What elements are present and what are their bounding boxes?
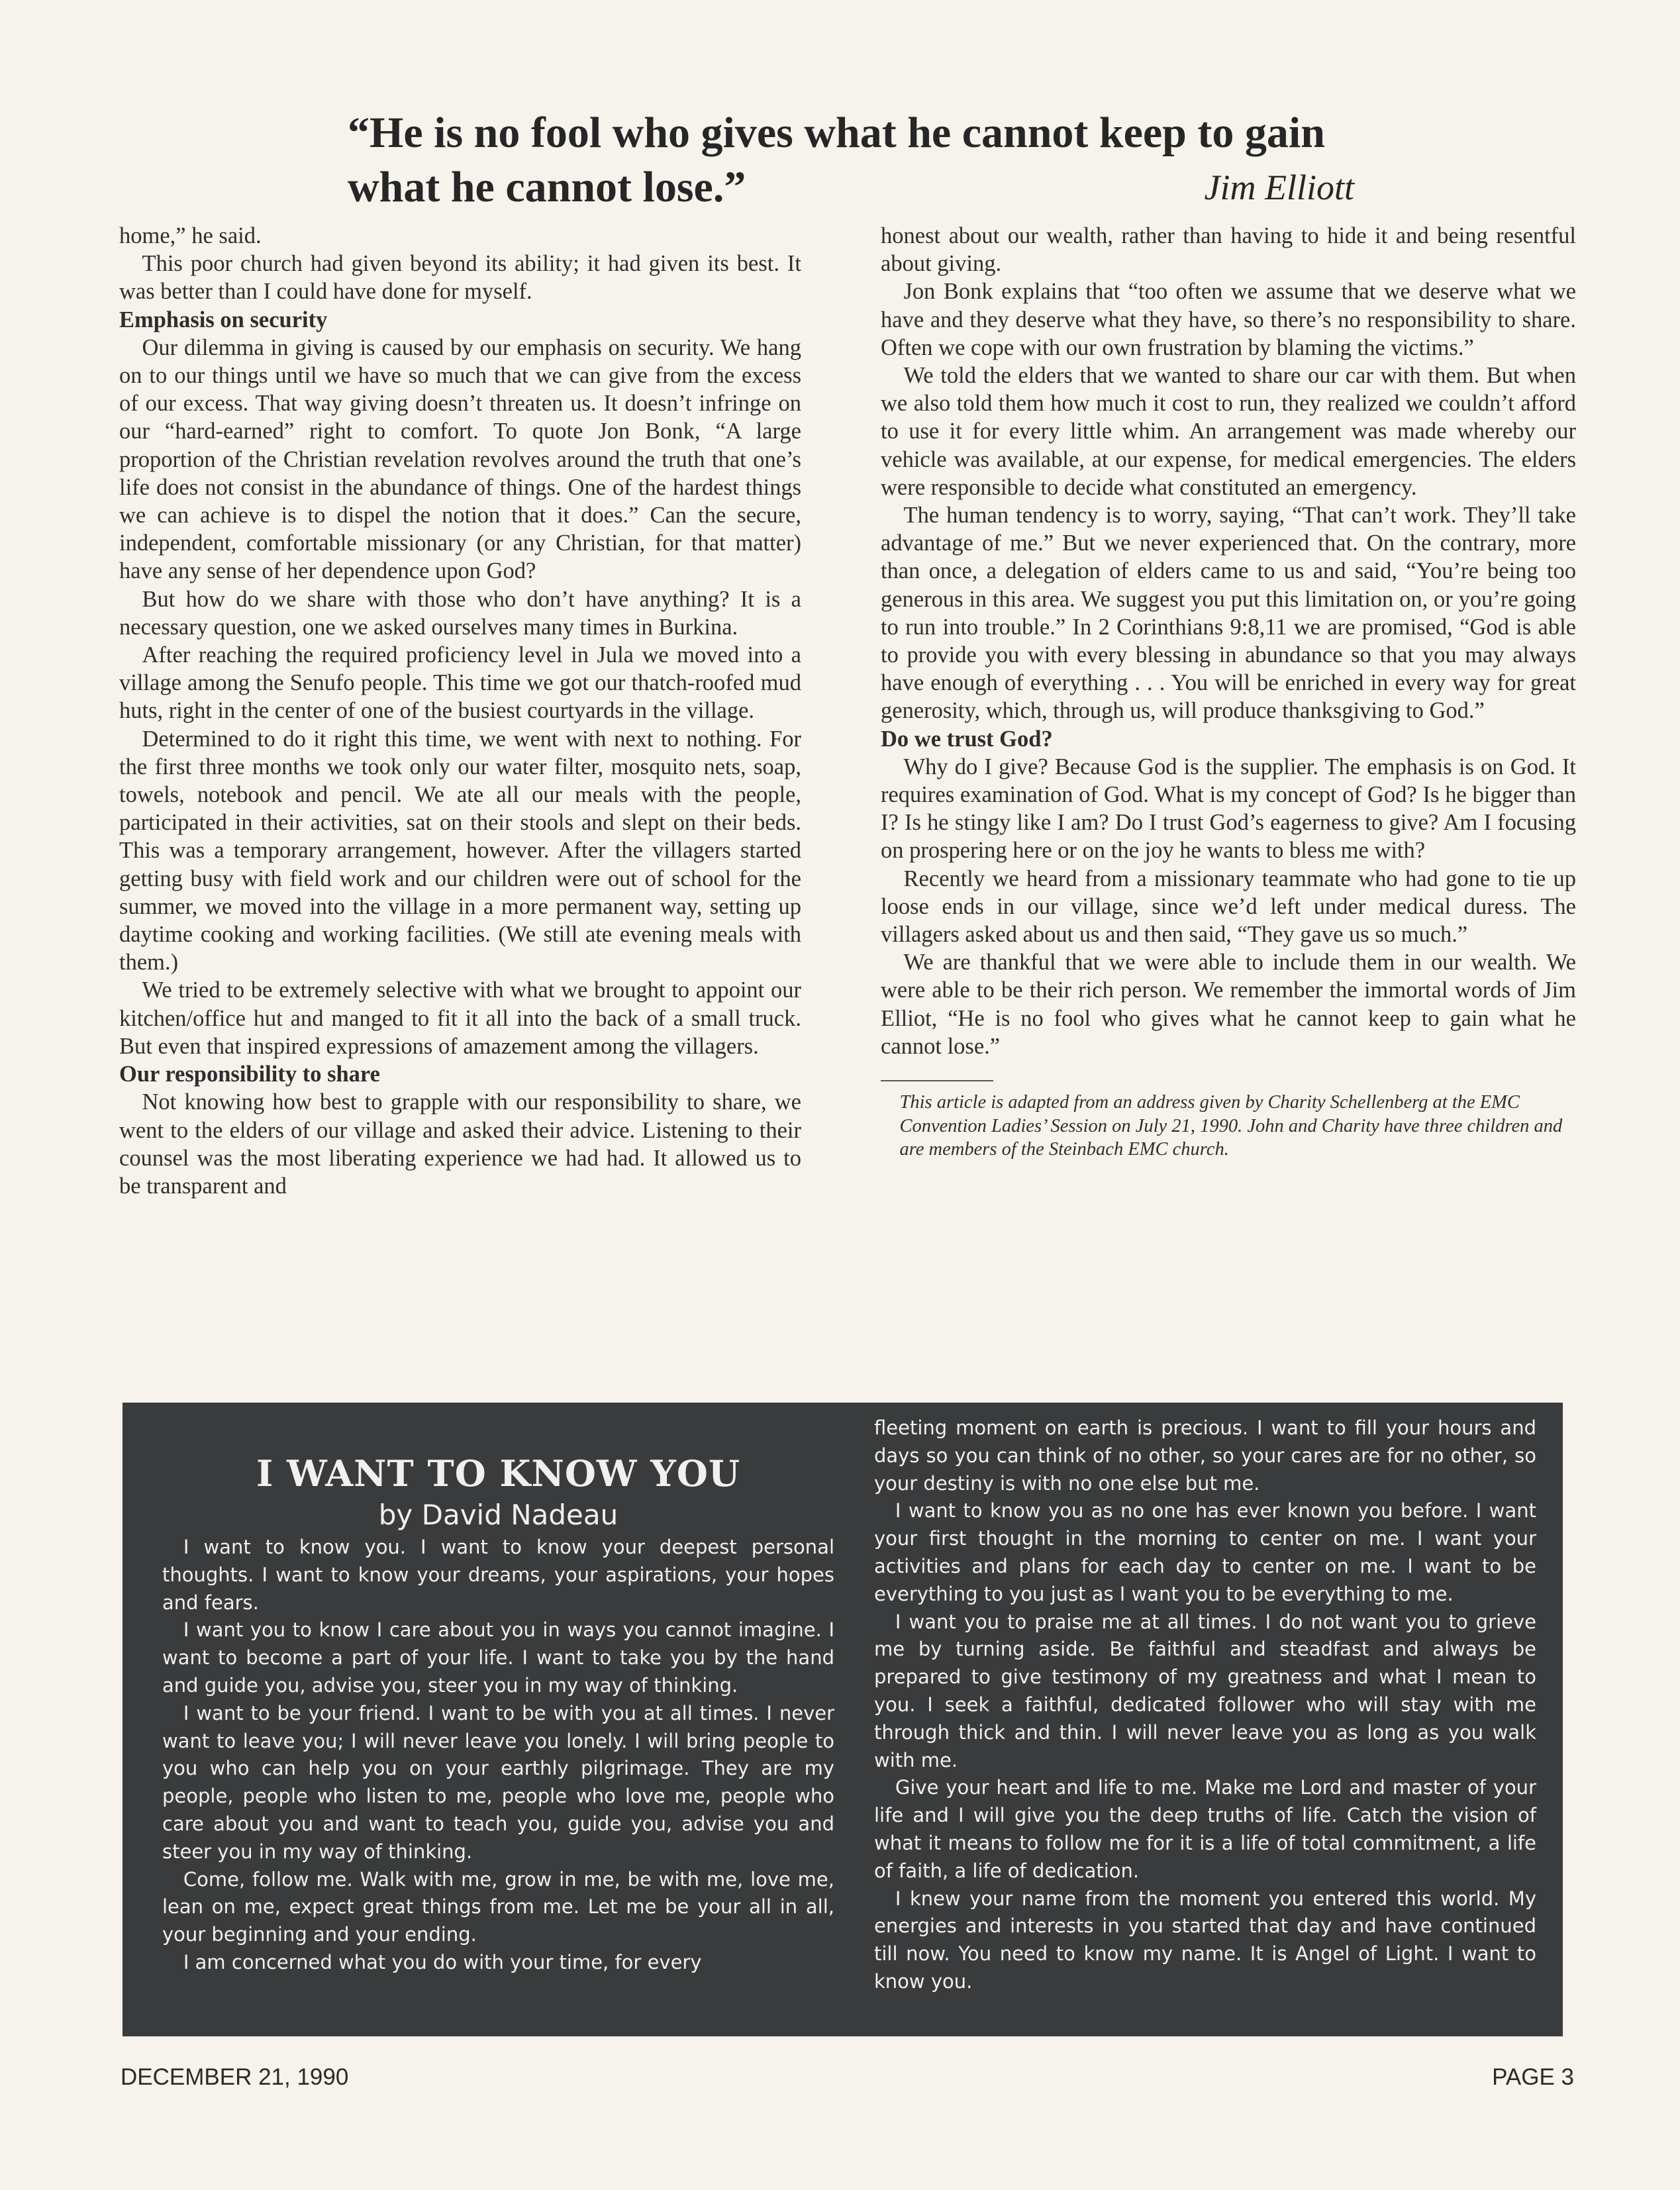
poem-paragraph: fleeting moment on earth is precious. I want to fill your hours and days so you can think of no other, so your cares are for no other, so your destiny is with no one else but me. xyxy=(874,1417,1536,1495)
credit-divider xyxy=(881,1080,993,1081)
article-paragraph: But how do we share with those who don’t have anything? It is a necessary question, one we asked ourselves many times in Burkina. xyxy=(119,586,801,640)
poem-paragraph: Give your heart and life to me. Make me Lord and master of your life and I will give you the deep truths of life. Catch the vision of what it means to follow me for it is a life of total commitment, a life of faith, a life of dedication. xyxy=(874,1776,1536,1882)
pull-quote xyxy=(348,106,1354,215)
article-paragraph: Recently we heard from a missionary teammate who had gone to tie up loose ends in our village, since we’d left under medical duress. The villagers asked about us and then said, “They gave us so much.” xyxy=(881,866,1576,948)
section-heading: Our responsibility to share xyxy=(119,1062,380,1087)
poem-left-column xyxy=(162,1450,834,1977)
poem-paragraph: I want you to praise me at all times. I do not want you to grieve me by turning aside. Be faithful and steadfast and always be prepared to give testimony of my greatness and what I mean to you. I seek a faithful, dedicated follower who will stay with me through thick and thin. I will never leave you as long as you walk with me. xyxy=(874,1610,1536,1771)
poem-paragraph: I want you to know I care about you in ways you cannot imagine. I want to become a part of your life. I want to take you by the hand and guide you, advise you, steer you in my way of thinking. xyxy=(162,1618,834,1697)
article-right-column xyxy=(881,222,1576,1162)
article-paragraph: The human tendency is to worry, saying, “That can’t work. They’ll take advantage of me.” But we never experienced that. On the contrary, more than once, a delegation of elders came to us and said, “You’re being too generous in this area. We suggest you put this limitation on, or you’re going to run into trouble.” In 2 Corinthians 9:8,11 we are promised, “God is able to provide you with every blessing in abundance so that you may always have enough of everything . . . You will be enriched in every way for great generosity, which, through us, will produce thanksgiving to God.” xyxy=(881,503,1576,724)
article-paragraph: Determined to do it right this time, we went with next to nothing. For the first three months we took only our water filter, mosquito nets, soap, towels, notebook and pencil. We ate all our meals with the people, participated in their activities, sat on their stools and slept on their beds. This was a temporary arrangement, however. After the villagers started getting busy with field work and our children were out of school for the summer, we moved into the village in a more permanent way, setting up daytime cooking and working facilities. (We still ate evening meals with them.) xyxy=(119,726,801,975)
article-paragraph: honest about our wealth, rather than having to hide it and being resentful about giving. xyxy=(881,223,1576,277)
pull-quote-line-1: “He is no fool who gives what he cannot keep to gain xyxy=(348,109,1325,157)
pull-quote-line-2: what he cannot lose.” xyxy=(348,163,746,211)
poem-paragraph: I want to know you. I want to know your deepest personal thoughts. I want to know your dreams, your aspirations, your hopes and fears. xyxy=(162,1536,834,1614)
poem-right-column xyxy=(874,1415,1536,1996)
article-paragraph: Jon Bonk explains that “too often we assume that we deserve what we have and they deserve what they have, so there’s no responsibility to share. Often we cope with our own frustration by blaming the victims.” xyxy=(881,279,1576,360)
article-left-column xyxy=(119,222,801,1200)
section-heading: Emphasis on security xyxy=(119,307,328,332)
footer-page-number: PAGE 3 xyxy=(1492,2064,1574,2090)
poem-paragraph: I want to be your friend. I want to be with you at all times. I never want to leave you; I will never leave you lonely. I will bring people to you who can help you on your earthly pilgrimage. They are my people, people who listen to me, people who love me, people who care about you and want to teach you, guide you, advise you and steer you in my way of thinking. xyxy=(162,1701,834,1863)
article-paragraph: home,” he said. xyxy=(119,223,262,248)
article-paragraph: This poor church had given beyond its ability; it had given its best. It was better than I could have done for myself. xyxy=(119,251,801,305)
article-paragraph: Our dilemma in giving is caused by our emphasis on security. We hang on to our things until we have so much that we can give from the excess of our excess. That way giving doesn’t threaten us. It doesn’t infringe on our “hard-earned” right to comfort. To quote Jon Bonk, “A large proportion of the Christian revelation revolves around the truth that one’s life does not consist in the abundance of things. One of the hardest things we can achieve is to dispel the notion that it does.” Can the secure, independent, comfortable missionary (or any Christian, for that matter) have any sense of her dependence upon God? xyxy=(119,334,801,584)
article-credit: This article is adapted from an address given by Charity Schellenberg at the EMC Convention Ladies’ Session on July 21, 1990. John and Charity have three children and are members of the Steinbach EMC church. xyxy=(899,1092,1563,1160)
section-heading: Do we trust God? xyxy=(881,726,1053,752)
poem-byline: by David Nadeau xyxy=(378,1499,618,1531)
article-paragraph: Why do I give? Because God is the supplier. The emphasis is on God. It requires examination of God. What is my concept of God? Is he bigger than I? Is he stingy like I am? Do I trust God’s eagerness to give? Am I focusing on prospering here or on the joy he wants to bless me with? xyxy=(881,754,1576,864)
article-paragraph: We tried to be extremely selective with what we brought to appoint our kitchen/office hut and manged to fit it all into the back of a small truck. But even that inspired expressions of amazement among the villagers. xyxy=(119,977,801,1059)
poem-paragraph: I want to know you as no one has ever known you before. I want your first thought in the morning to center on me. I want your activities and plans for each day to center on me. I want to be everything to you just as I want you to be everything to me. xyxy=(874,1499,1536,1605)
poem-paragraph: I am concerned what you do with your time, for every xyxy=(183,1950,702,1973)
poem-box xyxy=(123,1403,1563,2036)
article-paragraph: We are thankful that we were able to include them in our wealth. We were able to be their rich person. We remember the immortal words of Jim Elliot, “He is no fool who gives what he cannot keep to gain what he cannot lose.” xyxy=(881,950,1576,1059)
article-paragraph: Not knowing how best to grapple with our responsibility to share, we went to the elders of our village and asked their advice. Listening to their counsel was the most liberating experience we had had. It allowed us to be transparent and xyxy=(119,1089,801,1199)
poem-paragraph: I knew your name from the moment you entered this world. My energies and interests in you started that day and have continued till now. You need to know my name. It is Angel of Light. I want to know you. xyxy=(874,1887,1536,1993)
poem-paragraph: Come, follow me. Walk with me, grow in me, be with me, love me, lean on me, expect great things from me. Let me be your all in all, your beginning and your ending. xyxy=(162,1867,834,1946)
pull-quote-author: Jim Elliott xyxy=(1204,168,1354,207)
article-paragraph: After reaching the required proficiency level in Jula we moved into a village among the Senufo people. This time we got our thatch-roofed mud huts, right in the center of one of the busiest courtyards in the village. xyxy=(119,642,801,724)
poem-title: I WANT TO KNOW YOU xyxy=(256,1452,740,1495)
article-paragraph: We told the elders that we wanted to share our car with them. But when we also told them how much it cost to run, they realized we couldn’t afford to use it for every little whim. An arrangement was made whereby our vehicle was available, at our expense, for medical emergencies. The elders were responsible to decide what constituted an emergency. xyxy=(881,363,1576,500)
footer-date: DECEMBER 21, 1990 xyxy=(121,2064,349,2090)
